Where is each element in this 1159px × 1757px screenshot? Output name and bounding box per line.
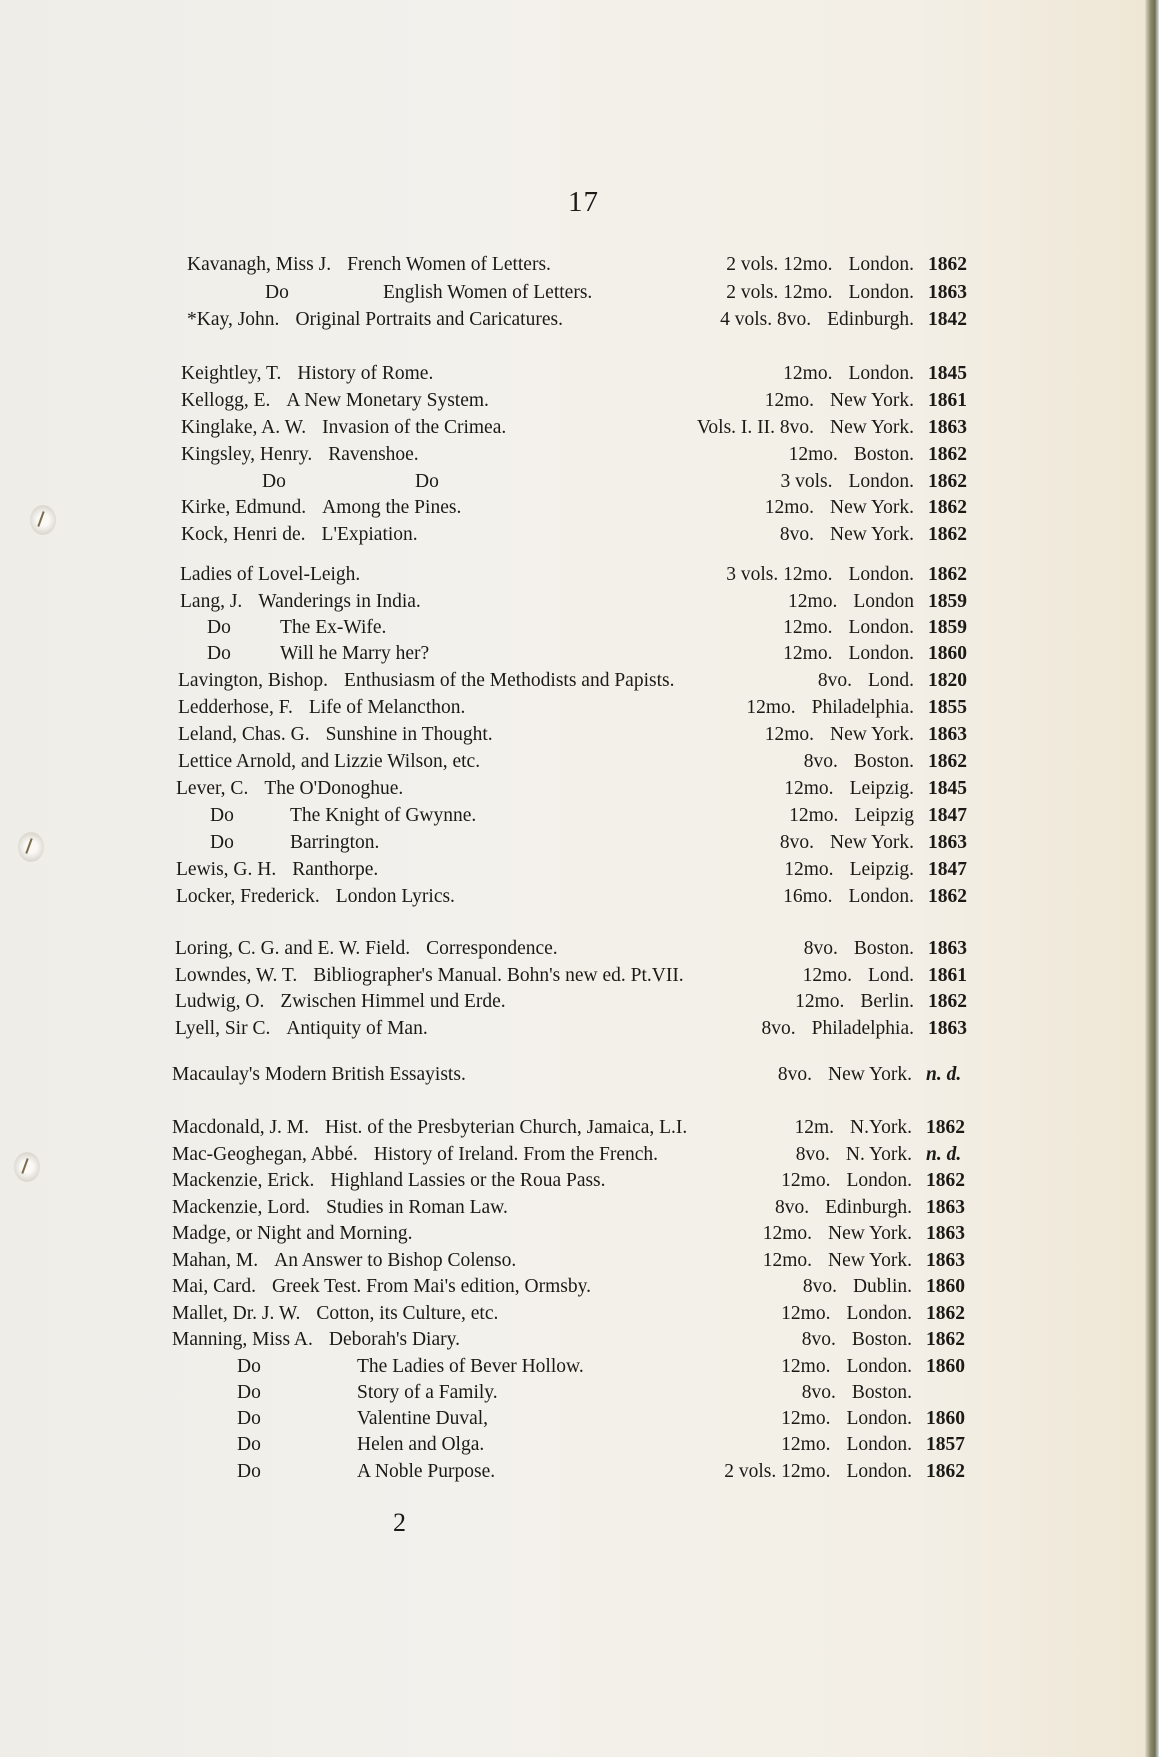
entry-place: Dublin. [852,1276,912,1297]
entry-title: Antiquity of Man. [286,1018,428,1039]
entry-place: London. [848,564,914,585]
catalogue-entry [0,936,1159,962]
entry-year: 1860 [926,1408,965,1429]
catalogue-entry [0,1432,1159,1458]
entry-format: 12mo. [783,363,833,384]
catalogue-entry [0,1406,1159,1432]
entry-year: 1845 [928,778,967,799]
entry-year: 1861 [928,390,967,411]
entry-author: Kock, Henri de. [181,524,306,545]
entry-author: Do [237,1461,261,1482]
entry-year: 1862 [926,1117,965,1138]
entry-title: Hist. of the Presbyterian Church, Jamaica, L.I. [325,1117,688,1138]
entry-place: New York. [830,390,914,411]
entry-format: 12mo. [781,1170,831,1191]
entry-place: London. [846,1170,912,1191]
catalogue-entry [0,1142,1159,1168]
entry-year: 1847 [928,859,967,880]
catalogue-entry [0,857,1159,883]
entry-format: 12mo. [783,617,833,638]
entry-title: A New Monetary System. [286,390,489,411]
catalogue-entry [0,1195,1159,1221]
entry-author: Lowndes, W. T. [175,965,298,986]
entry-place: New York. [830,724,914,745]
catalogue-entry [0,668,1159,694]
entry-author: Do [237,1382,261,1403]
catalogue-entry [0,722,1159,748]
catalogue-entry [0,562,1159,588]
entry-title: Among the Pines. [322,497,462,518]
entry-format: 3 vols. [780,471,833,492]
entry-format: 12mo. [781,1408,831,1429]
entry-place: New York. [828,1250,912,1271]
entry-author: Mac-Geoghegan, Abbé. [172,1144,358,1165]
entry-format: 8vo. [802,1276,837,1297]
entry-author: Kavanagh, Miss J. [187,254,332,275]
entry-title: Ravenshoe. [328,444,419,465]
entry-author: Ludwig, O. [175,991,265,1012]
entry-title: Original Portraits and Caricatures. [295,309,563,330]
entry-place: Boston. [853,444,914,465]
entry-year: 1863 [928,1018,967,1039]
entry-place: Boston. [851,1382,912,1403]
catalogue-entry [0,388,1159,414]
entry-year: 1842 [928,309,967,330]
entry-title: An Answer to Bishop Colenso. [274,1250,517,1271]
entry-title: The Ex-Wife. [280,617,387,638]
entry-format: 12mo. [789,805,839,826]
entry-place: Edinburgh. [827,309,914,330]
entry-author: Madge, or Night and Morning. [172,1223,413,1244]
entry-author: Lewis, G. H. [176,859,277,880]
entry-place: Leipzig. [849,778,914,799]
entry-year: n. d. [926,1144,962,1165]
entry-format: 8vo. [795,1144,830,1165]
entry-title: Correspondence. [426,938,558,959]
entry-place: London. [848,254,914,275]
entry-format: 2 vols. 12mo. [724,1461,831,1482]
catalogue-entry [0,1221,1159,1247]
catalogue-entry [0,1380,1159,1406]
catalogue-entry [0,307,1159,333]
entry-format: 4 vols. 8vo. [720,309,812,330]
entry-place: London. [848,643,914,664]
entry-format: 12mo. [784,859,834,880]
entry-format: 12mo. [781,1303,831,1324]
entry-author: Do [237,1434,261,1455]
catalogue-entry [0,589,1159,615]
catalogue-entry [0,495,1159,521]
entry-year: 1863 [928,832,967,853]
entry-place: London. [848,363,914,384]
entry-author: Macaulay's Modern British Essayists. [172,1064,466,1085]
entry-place: Boston. [853,938,914,959]
entry-year: 1862 [926,1461,965,1482]
entry-format: 8vo. [775,1197,810,1218]
entry-place: London. [846,1303,912,1324]
page-number: 17 [568,186,599,218]
entry-author: Mai, Card. [172,1276,256,1297]
entry-place: Berlin. [860,991,914,1012]
entry-title: History of Ireland. From the French. [373,1144,659,1165]
entry-title: Ranthorpe. [292,859,379,880]
entry-title: Sunshine in Thought. [325,724,493,745]
entry-author: Lavington, Bishop. [178,670,329,691]
entry-title: Wanderings in India. [258,591,421,612]
entry-year: 1847 [928,805,967,826]
entry-title: Invasion of the Crimea. [322,417,507,438]
entry-format: 12mo. [781,1434,831,1455]
entry-place: New York. [830,524,914,545]
catalogue-entry [0,1354,1159,1380]
catalogue-entry [0,469,1159,495]
entry-title: Do [415,471,439,492]
entry-format: 8vo. [779,524,815,545]
entry-year: 1863 [928,282,967,303]
entry-author: Kingsley, Henry. [181,444,313,465]
entry-year: 1845 [928,363,967,384]
entry-title: Barrington. [290,832,380,853]
entry-place: New York. [830,417,914,438]
entry-format: 16mo. [783,886,833,907]
entry-format: 12mo. [781,1356,831,1377]
entry-author: Do [237,1408,261,1429]
entry-place: London. [848,471,914,492]
entry-format: 8vo. [803,751,838,772]
entry-author: Lang, J. [180,591,243,612]
entry-year: 1863 [926,1223,965,1244]
entry-author: Lettice Arnold, and Lizzie Wilson, etc. [178,751,481,772]
entry-format: 12mo. [784,778,834,799]
entry-title: Bibliographer's Manual. Bohn's new ed. Pt.VII. [313,965,684,986]
entry-place: London. [848,282,914,303]
catalogue-entry [0,776,1159,802]
entry-format: 8vo. [801,1382,836,1403]
entry-year: 1862 [928,991,967,1012]
entry-place: N. York. [845,1144,912,1165]
catalogue-entry [0,1248,1159,1274]
entry-place: Boston. [853,751,914,772]
catalogue-entry [0,989,1159,1015]
entry-format: 12m. [794,1117,835,1138]
catalogue-entry [0,803,1159,829]
entry-year: 1862 [926,1170,965,1191]
entry-year: 1861 [928,965,967,986]
entry-title: Studies in Roman Law. [326,1197,508,1218]
entry-place: New York. [828,1064,912,1085]
entry-title: The Ladies of Bever Hollow. [357,1356,584,1377]
entry-author: Kirke, Edmund. [181,497,307,518]
entry-format: 12mo. [746,697,796,718]
entry-year: 1862 [928,751,967,772]
entry-year: 1862 [928,564,967,585]
entry-title: The O'Donoghue. [264,778,404,799]
catalogue-entry [0,1062,1159,1088]
entry-year: 1820 [928,670,967,691]
entry-format: 12mo. [788,444,838,465]
entry-year: 1862 [926,1329,965,1350]
entry-author: Ledderhose, F. [178,697,293,718]
entry-format: 12mo. [788,591,838,612]
entry-title: The Knight of Gwynne. [290,805,477,826]
entry-author: Manning, Miss A. [172,1329,313,1350]
entry-year: 1855 [928,697,967,718]
entry-format: 8vo. [803,938,838,959]
entry-format: 8vo. [801,1329,836,1350]
entry-format: 8vo. [761,1018,796,1039]
entry-year: 1862 [928,444,967,465]
entry-author: Do [237,1356,261,1377]
catalogue-entry [0,415,1159,441]
catalogue-entry [0,361,1159,387]
entry-format: 12mo. [764,390,815,411]
entry-year: 1862 [926,1303,965,1324]
entry-author: Do [210,832,234,853]
entry-author: Mackenzie, Lord. [172,1197,311,1218]
entry-format: 12mo. [762,1250,813,1271]
entry-year: 1862 [928,497,967,518]
entry-year: 1860 [926,1276,965,1297]
entry-author: Do [262,471,286,492]
entry-place: London [853,591,914,612]
entry-title: Greek Test. From Mai's edition, Ormsby. [271,1276,591,1297]
entry-place: New York. [828,1223,912,1244]
catalogue-entry [0,615,1159,641]
entry-place: Leipzig. [849,859,914,880]
catalogue-entry [0,1168,1159,1194]
entry-year: 1863 [928,724,967,745]
entry-format: 12mo. [783,643,833,664]
entry-year: 1862 [928,886,967,907]
entry-format: 8vo. [779,832,815,853]
catalogue-entry [0,641,1159,667]
entry-author: Do [207,617,231,638]
entry-place: Edinburgh. [825,1197,912,1218]
entry-author: Locker, Frederick. [176,886,320,907]
entry-author: *Kay, John. [187,309,280,330]
entry-title: Highland Lassies or the Roua Pass. [330,1170,606,1191]
entry-place: Philadelphia. [811,1018,914,1039]
entry-format: 12mo. [795,991,845,1012]
catalogue-entry [0,830,1159,856]
catalogue-entry [0,1459,1159,1485]
entry-author: Leland, Chas. G. [178,724,310,745]
entry-place: New York. [830,832,914,853]
entry-format: 8vo. [817,670,852,691]
catalogue-entry [0,1301,1159,1327]
entry-place: Leipzig [854,805,914,826]
entry-place: Philadelphia. [811,697,914,718]
entry-title: French Women of Letters. [347,254,551,275]
catalogue-entry [0,252,1159,278]
entry-format: 3 vols. 12mo. [726,564,833,585]
entry-year: 1863 [928,938,967,959]
entry-title: Zwischen Himmel und Erde. [280,991,506,1012]
entry-year: 1863 [926,1197,965,1218]
entry-year: 1860 [926,1356,965,1377]
entry-title: Life of Melancthon. [308,697,466,718]
entry-year: 1863 [926,1250,965,1271]
entry-author: Do [207,643,231,664]
entry-year: 1859 [928,617,967,638]
entry-place: London. [846,1461,912,1482]
entry-author: Do [265,282,289,303]
entry-place: Lond. [867,965,914,986]
entry-place: Lond. [867,670,914,691]
catalogue-entry [0,1274,1159,1300]
entry-place: Boston. [851,1329,912,1350]
entry-year: 1862 [928,524,967,545]
entry-format: 12mo. [764,497,815,518]
entry-title: London Lyrics. [335,886,455,907]
entry-format: 8vo. [777,1064,813,1085]
entry-author: Do [210,805,234,826]
entry-author: Kinglake, A. W. [181,417,307,438]
entry-format: 2 vols. 12mo. [726,282,833,303]
entry-year: n. d. [926,1064,962,1085]
entry-title: Deborah's Diary. [328,1329,460,1350]
catalogue-entry [0,1115,1159,1141]
entry-author: Lyell, Sir C. [175,1018,271,1039]
entry-place: London. [846,1434,912,1455]
entry-author: Keightley, T. [181,363,282,384]
entry-title: Helen and Olga. [357,1434,485,1455]
entry-title: Cotton, its Culture, etc. [316,1303,499,1324]
entry-format: Vols. I. II. 8vo. [696,417,815,438]
entry-author: Kellogg, E. [181,390,271,411]
entry-year: 1857 [926,1434,965,1455]
entry-author: Ladies of Lovel-Leigh. [180,564,361,585]
entry-author: Macdonald, J. M. [172,1117,310,1138]
signature-mark: 2 [393,1508,406,1537]
entry-place: N.York. [850,1117,912,1138]
entry-title: Enthusiasm of the Methodists and Papists. [344,670,675,691]
entry-title: Valentine Duval, [357,1408,489,1429]
entry-place: London. [846,1408,912,1429]
catalogue-entry [0,695,1159,721]
catalogue-entry [0,963,1159,989]
catalogue-entry [0,1327,1159,1353]
entry-place: New York. [830,497,914,518]
entry-author: Lever, C. [176,778,249,799]
entry-author: Mackenzie, Erick. [172,1170,315,1191]
entry-year: 1862 [928,471,967,492]
entry-year: 1860 [928,643,967,664]
entry-format: 12mo. [762,1223,813,1244]
entry-place: London. [846,1356,912,1377]
entry-title: Will he Marry her? [280,643,430,664]
entry-year: 1859 [928,591,967,612]
entry-format: 12mo. [802,965,852,986]
catalogue-entry [0,442,1159,468]
catalogue-entry [0,749,1159,775]
catalogue-entry [0,280,1159,306]
entry-year: 1863 [928,417,967,438]
entry-author: Loring, C. G. and E. W. Field. [175,938,411,959]
entry-place: London. [848,886,914,907]
entry-title: Story of a Family. [357,1382,498,1403]
catalogue-entry [0,522,1159,548]
catalogue-entry [0,884,1159,910]
entry-place: London. [848,617,914,638]
entry-author: Mahan, M. [172,1250,259,1271]
entry-format: 12mo. [764,724,815,745]
entry-author: Mallet, Dr. J. W. [172,1303,301,1324]
entry-title: English Women of Letters. [383,282,593,303]
entry-title: A Noble Purpose. [357,1461,496,1482]
entry-format: 2 vols. 12mo. [726,254,833,275]
entry-title: L'Expiation. [321,524,418,545]
entry-title: History of Rome. [297,363,434,384]
catalogue-entry [0,1016,1159,1042]
entry-year: 1862 [928,254,967,275]
